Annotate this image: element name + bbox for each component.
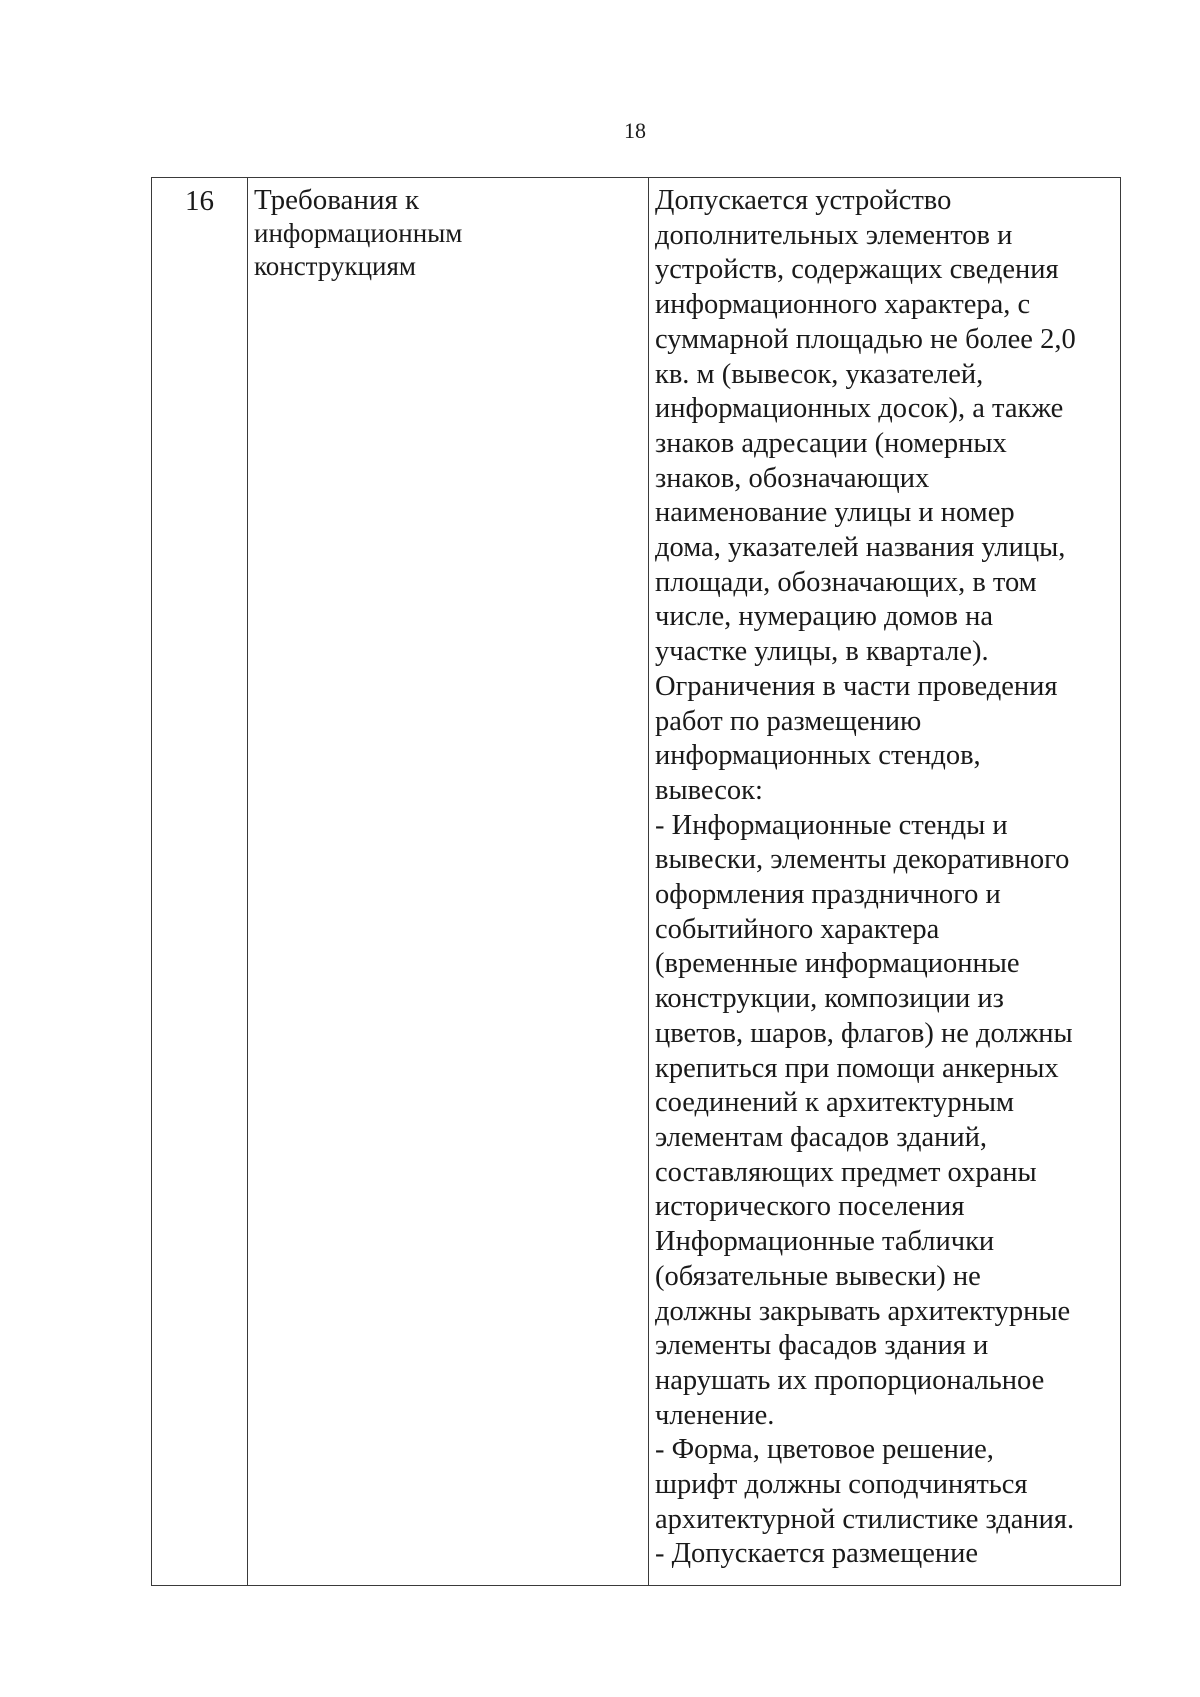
- body-line: знаков адресации (номерных: [655, 427, 1007, 459]
- title-line: конструкциям: [254, 251, 416, 281]
- body-line: цветов, шаров, флагов) не должны: [655, 1017, 1073, 1049]
- body-line: наименование улицы и номер: [655, 497, 1015, 529]
- body-line: устройств, содержащих сведения: [655, 254, 1059, 286]
- row-body-cell: [649, 178, 1121, 1586]
- body-line: площади, обозначающих, в том: [655, 566, 1037, 598]
- body-line: числе, нумерацию домов на: [655, 601, 993, 633]
- body-line: (обязательные вывески) не: [655, 1260, 981, 1292]
- body-line: дополнительных элементов и: [655, 219, 1013, 251]
- body-line: крепиться при помощи анкерных: [655, 1052, 1059, 1084]
- requirements-table: [151, 177, 1121, 1586]
- body-line: информационных стендов,: [655, 740, 981, 772]
- body-line: соединений к архитектурным: [655, 1087, 1015, 1119]
- body-line: вывески, элементы декоративного: [655, 844, 1070, 876]
- body-line: оформления праздничного и: [655, 879, 1001, 911]
- body-line: должны закрывать архитектурные: [655, 1295, 1071, 1327]
- body-line: шрифт должны соподчиняться: [655, 1469, 1028, 1501]
- body-line: информационного характера, с: [655, 289, 1031, 321]
- body-line: нарушать их пропорциональное: [655, 1364, 1045, 1396]
- page-number: 18: [624, 118, 646, 143]
- body-line: событийного характера: [655, 913, 940, 945]
- body-line: конструкции, композиции из: [655, 983, 1004, 1015]
- row-body-text: [655, 184, 1116, 1572]
- body-line: суммарной площадью не более 2,0: [655, 323, 1076, 355]
- body-line: элементам фасадов зданий,: [655, 1121, 988, 1153]
- row-title-cell: [248, 178, 649, 1586]
- body-line: Допускается устройство: [655, 185, 952, 216]
- body-line: составляющих предмет охраны: [655, 1156, 1037, 1188]
- body-line: вывесок:: [655, 774, 763, 806]
- body-line: работ по размещению: [655, 705, 922, 737]
- body-line: Ограничения в части проведения: [655, 670, 1058, 702]
- body-line: знаков, обозначающих: [655, 462, 930, 494]
- body-line: - Форма, цветовое решение,: [655, 1434, 994, 1466]
- body-line: (временные информационные: [655, 948, 1020, 980]
- body-line: дома, указателей названия улицы,: [655, 532, 1066, 564]
- title-line: информационным: [254, 218, 463, 248]
- table-row: [152, 178, 1121, 1586]
- body-line: исторического поселения: [655, 1191, 965, 1223]
- title-line: Требования к: [254, 184, 420, 216]
- row-number-cell: [152, 178, 248, 1586]
- body-line: членение.: [655, 1399, 775, 1431]
- row-number: 16: [185, 185, 214, 217]
- body-line: - Информационные стенды и: [655, 809, 1008, 841]
- row-title: [254, 184, 642, 283]
- body-line: участке улицы, в квартале).: [655, 636, 989, 668]
- body-line: архитектурной стилистике здания.: [655, 1503, 1075, 1535]
- body-line: информационных досок), а также: [655, 393, 1064, 425]
- body-line: Информационные таблички: [655, 1226, 995, 1258]
- body-line: элементы фасадов здания и: [655, 1330, 989, 1362]
- body-line: кв. м (вывесок, указателей,: [655, 358, 984, 390]
- body-line: - Допускается размещение: [655, 1538, 979, 1570]
